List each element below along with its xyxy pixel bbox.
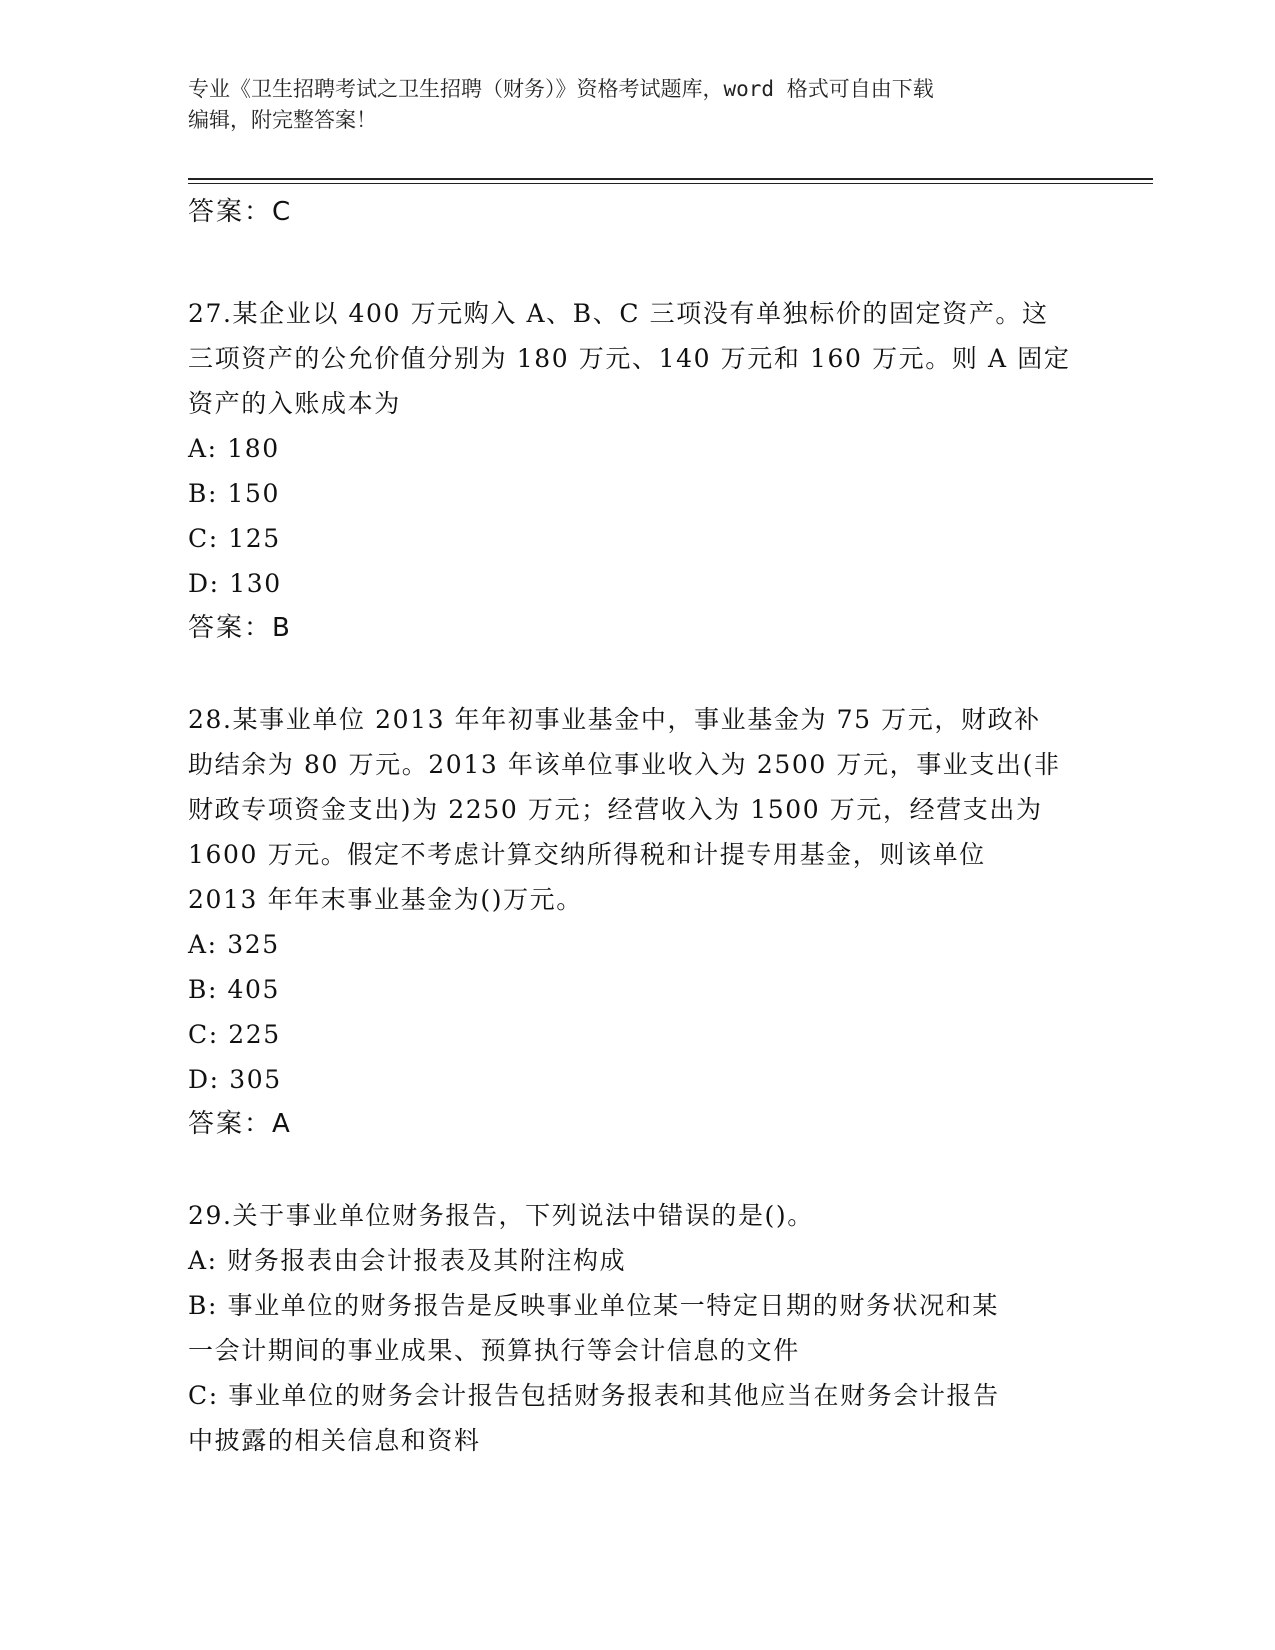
option-a: A: 180 xyxy=(188,434,280,463)
option-b: B: 事业单位的财务报告是反映事业单位某一特定日期的财务状况和某 xyxy=(188,1291,999,1320)
header-line-1: 专业《卫生招聘考试之卫生招聘（财务）》资格考试题库，word 格式可自由下载 xyxy=(188,77,934,101)
option-c: C: 事业单位的财务会计报告包括财务报表和其他应当在财务会计报告 xyxy=(188,1381,1000,1410)
option-c-continued: 中披露的相关信息和资料 xyxy=(188,1426,481,1455)
document-header xyxy=(188,74,1088,136)
answer: 答案：A xyxy=(188,1109,292,1139)
option-b: B: 150 xyxy=(188,479,281,508)
question-27 xyxy=(188,291,1088,650)
option-a: A: 325 xyxy=(188,930,280,959)
question-text-line: 三项资产的公允价值分别为 180 万元、140 万元和 160 万元。则 A 固定 xyxy=(188,344,1071,373)
header-line-2: 编辑，附完整答案！ xyxy=(188,108,377,132)
question-text-line: 28.某事业单位 2013 年年初事业基金中，事业基金为 75 万元，财政补 xyxy=(188,705,1041,734)
option-b-continued: 一会计期间的事业成果、预算执行等会计信息的文件 xyxy=(188,1336,800,1365)
option-c: C: 225 xyxy=(188,1020,281,1049)
question-text-line: 助结余为 80 万元。2013 年该单位事业收入为 2500 万元，事业支出(非 xyxy=(188,750,1061,779)
option-d: D: 130 xyxy=(188,569,282,598)
option-c: C: 125 xyxy=(188,524,281,553)
question-text-line: 财政专项资金支出)为 2250 万元；经营收入为 1500 万元，经营支出为 xyxy=(188,795,1043,824)
option-d: D: 305 xyxy=(188,1065,282,1094)
question-content xyxy=(188,190,1088,1463)
question-text-line: 1600 万元。假定不考虑计算交纳所得税和计提专用基金，则该单位 xyxy=(188,840,986,869)
question-text-line: 资产的入账成本为 xyxy=(188,389,401,418)
answer-previous: 答案：C xyxy=(188,197,293,227)
question-29 xyxy=(188,1193,1088,1463)
question-28 xyxy=(188,697,1088,1146)
option-b: B: 405 xyxy=(188,975,281,1004)
question-text-line: 2013 年年末事业基金为()万元。 xyxy=(188,885,583,914)
option-a: A: 财务报表由会计报表及其附注构成 xyxy=(188,1246,627,1275)
answer: 答案：B xyxy=(188,613,292,643)
header-divider-thin xyxy=(188,183,1153,184)
question-text-line: 27.某企业以 400 万元购入 A、B、C 三项没有单独标价的固定资产。这 xyxy=(188,299,1049,328)
question-text-line: 29.关于事业单位财务报告，下列说法中错误的是()。 xyxy=(188,1201,814,1230)
header-divider xyxy=(188,178,1153,180)
